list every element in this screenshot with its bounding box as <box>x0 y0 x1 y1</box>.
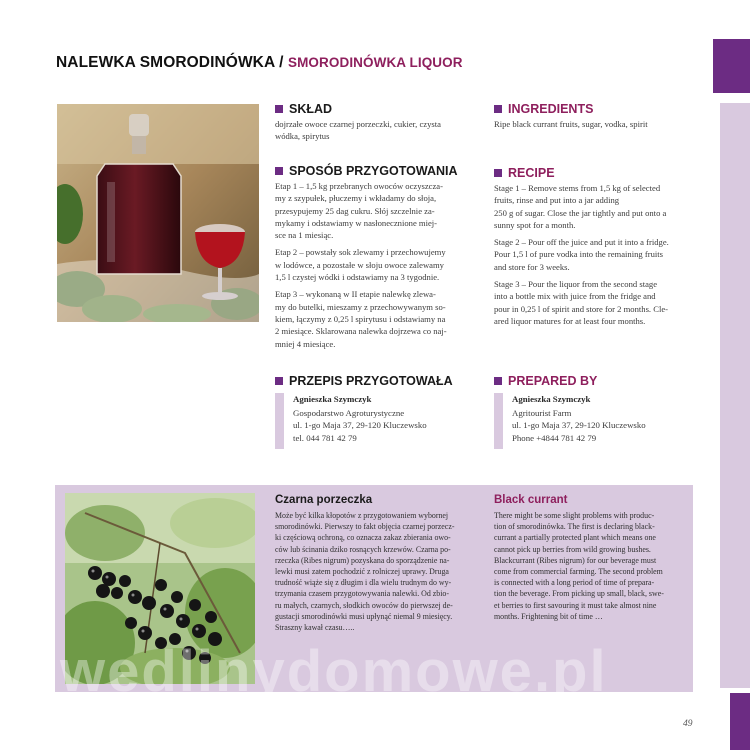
ingredients-text: Ripe black currant fruits, sugar, vodka, spirit <box>494 119 648 129</box>
contact-line: Gospodarstwo Agroturystyczne <box>293 408 405 418</box>
etap-2: Etap 2 – powstały sok zlewamy i przechowujemy w lodówce, a pozostałe w słoju owoce zalewamy 1,5 l czystej wódki i odstawiamy na 3 tygodnie. <box>275 247 446 283</box>
watermark: wedlinydomowe.pl <box>60 639 608 704</box>
recipe-heading: RECIPE <box>494 166 704 180</box>
heading-square-icon <box>275 105 283 113</box>
title-english: SMORODINÓWKA LIQUOR <box>287 55 463 70</box>
box-heading-pl: Czarna porzeczka <box>275 494 373 506</box>
page-title <box>56 54 463 72</box>
title-slash: / <box>279 54 284 71</box>
contact-line: Agritourist Farm <box>512 408 572 418</box>
contact-card-pl <box>275 393 427 449</box>
stage-1: Stage 1 – Remove stems from 1,5 kg of selected fruits, rinse and put into a jar adding 250 g of sugar. Close the jar tightly and put onto a sunny spot for a month. <box>494 183 667 230</box>
section-tab-bottom <box>730 693 750 750</box>
heading-square-icon <box>275 167 283 175</box>
contact-line: Phone +4844 781 42 79 <box>512 432 597 443</box>
sklad-text: dojrzałe owoce czarnej porzeczki, cukier, czysta wódka, spirytus <box>275 119 441 142</box>
contact-card-en <box>494 393 646 449</box>
etap-1: Etap 1 – 1,5 kg przebranych owoców oczyszcza- my z szypułek, płuczemy i wkładamy do słoja, przesypujemy 25 dag cukru. Słój szczelnie za- mykamy i odstawiamy w nasłonecznione miej- sce na 1 miesiąc. <box>275 181 443 241</box>
title-polish: NALEWKA SMORODINÓWKA <box>56 54 275 71</box>
heading-square-icon <box>494 105 502 113</box>
box-text-pl: Może być kilka kłopotów z przygotowaniem wybornej smorodinówki. Pierwszy to fakt objęcia czarnej porzecz- ki częściową ochroną, co oznacza zakaz zbierania owo- ców lub ścinania dziko rosnących krzewów. Czarna po- rzeczka (Ribes nigrum) pozyskana do sporządzenie na- lewki musi zatem pochodzić z rolniczej uprawy. Druga trudność wiąże się z długim i dla wielu trudnym do wy- trzymania czasem przygotowywania nalewki. Od zbio- ru małych, czarnych, słodkich owoców do pierwszej de- gustacji smorodinówki musi upłynąć niemal 9 miesięcy. Straszny kawał czasu….. <box>275 511 455 633</box>
contact-bar <box>494 393 503 449</box>
section-tab-top <box>713 39 750 93</box>
liquor-decanter-photo <box>57 104 259 322</box>
contact-line: ul. 1-go Maja 37, 29-120 Kluczewsko <box>512 420 646 431</box>
box-heading-en: Black currant <box>494 494 568 506</box>
recipe-section <box>494 166 704 332</box>
sklad-heading: SKŁAD <box>275 102 485 116</box>
przepis-section <box>275 374 485 388</box>
sposob-heading: SPOSÓB PRZYGOTOWANIA <box>275 164 485 178</box>
heading-square-icon <box>494 377 502 385</box>
prepared-section <box>494 374 704 388</box>
contact-line: ul. 1-go Maja 37, 29-120 Kluczewsko <box>293 420 427 431</box>
ingredients-heading: INGREDIENTS <box>494 102 704 116</box>
sklad-section <box>275 102 485 143</box>
stage-2: Stage 2 – Pour off the juice and put it into a fridge. Pour 1,5 l of pure vodka into the remaining fruits and store for 3 weeks. <box>494 237 669 272</box>
ingredients-section <box>494 102 704 130</box>
contact-bar <box>275 393 284 449</box>
heading-square-icon <box>494 169 502 177</box>
stage-3: Stage 3 – Pour the liquor from the second stage into a bottle mix with juice from the fridge and pour in 0,25 l of spirit and store for 2 months. Cle- ared liquor matures for at least four months. <box>494 279 669 326</box>
przepis-heading: PRZEPIS PRZYGOTOWAŁA <box>275 374 485 388</box>
etap-3: Etap 3 – wykonaną w II etapie nalewkę zlewa- my do butelki, mieszamy z przechowywanym so- kiem, łączymy z 0,25 l spirytusu i odstawiamy na 2 miesiące. Sklarowana nalewka dojrzewa co naj- mniej 4 miesiące. <box>275 289 447 349</box>
recipe-text <box>494 182 704 327</box>
heading-square-icon <box>275 377 283 385</box>
prepared-heading: PREPARED BY <box>494 374 704 388</box>
box-text-en: There might be some slight problems with produc- tion of smorodinówka. The first is declaring black- currant a partially protected plant which means one cannot pick up berries from wild growing bushes. Blackcurrant (Ribes nigrum) for our beverage must come from commercial farming. The second problem is connected with a long period of time of prepara- tion the beverage. From picking up small, black, swe- et berries to first savouring it must take almost nine months. Frightening bit of time … <box>494 511 664 621</box>
contact-name: Agnieszka Szymczyk <box>512 394 591 404</box>
contact-name: Agnieszka Szymczyk <box>293 394 372 404</box>
page-number: 49 <box>683 719 693 729</box>
contact-line: tel. 044 781 42 79 <box>293 432 357 443</box>
sposob-text <box>275 180 485 350</box>
side-strip <box>720 103 750 688</box>
sposob-section <box>275 164 485 355</box>
